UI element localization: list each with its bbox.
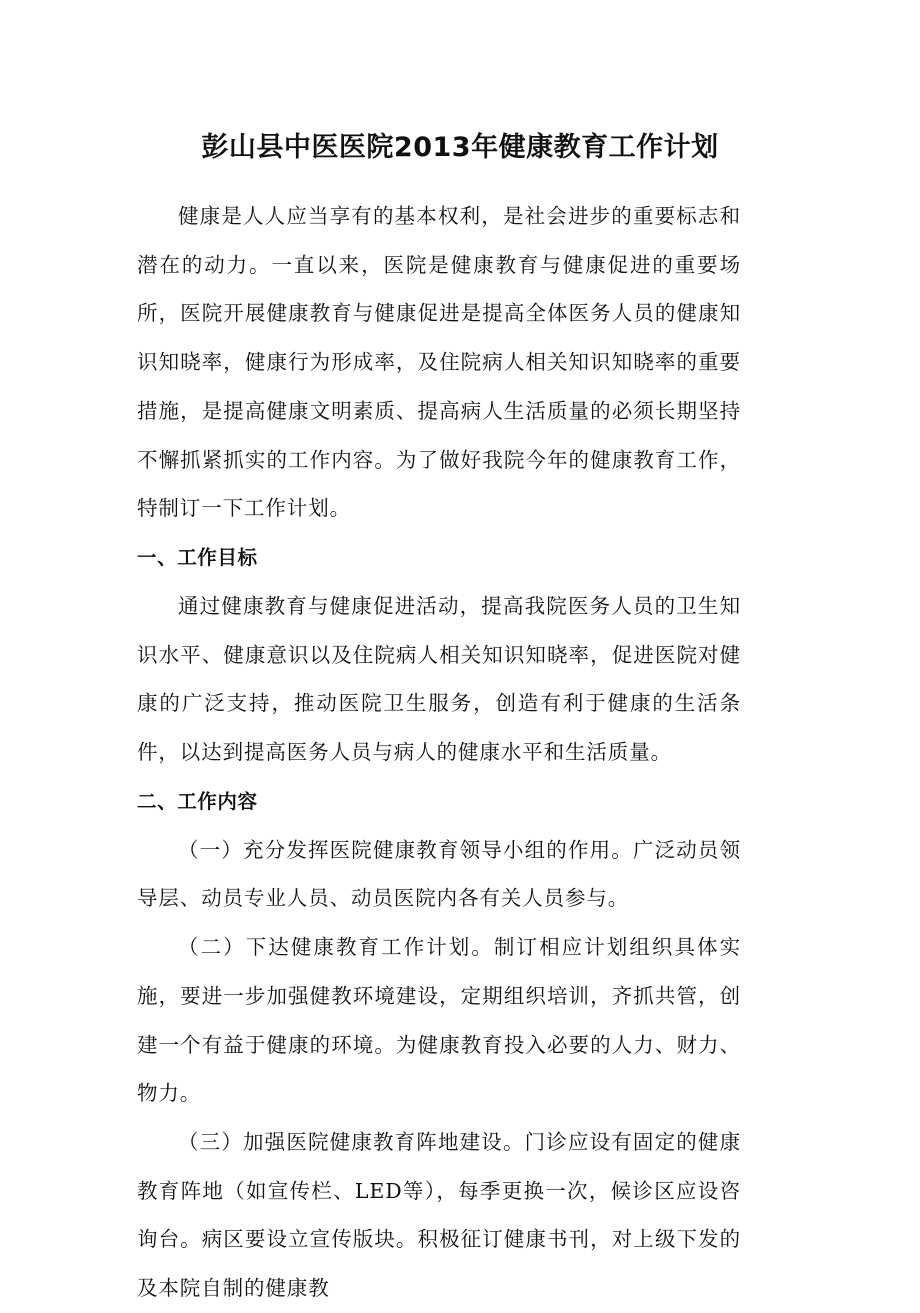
goals-paragraph: 通过健康教育与健康促进活动，提高我院医务人员的卫生知识水平、健康意识以及住院病人相关知识知晓率，促进医院对健康的广泛支持，推动医院卫生服务，创造有利于健康的生活条件，以达到提高医务人员与病人的健康水平和生活质量。 — [137, 593, 741, 765]
document-title: 彭山县中医医院2013年健康教育工作计划 — [201, 132, 719, 163]
section-heading-goals: 一、工作目标 — [137, 545, 258, 569]
content-item-3: （三）加强医院健康教育阵地建设。门诊应设有固定的健康教育阵地（如宣传栏、LED等），每季更换一次，候诊区应设咨询台。病区要设立宣传版块。积极征订健康书刊，对上级下发的及本院自制的健康教 — [137, 1129, 741, 1301]
content-item-2: （二）下达健康教育工作计划。制订相应计划组织具体实施，要进一步加强健教环境建设，定期组织培训，齐抓共管，创建一个有益于健康的环境。为健康教育投入必要的人力、财力、物力。 — [137, 935, 741, 1106]
section-heading-content: 二、工作内容 — [137, 789, 258, 813]
document-body — [137, 192, 741, 1313]
content-item-1: （一）充分发挥医院健康教育领导小组的作用。广泛动员领导层、动员专业人员、动员医院内各有关人员参与。 — [137, 837, 741, 911]
intro-paragraph: 健康是人人应当享有的基本权利，是社会进步的重要标志和潜在的动力。一直以来，医院是健康教育与健康促进的重要场所，医院开展健康教育与健康促进是提高全体医务人员的健康知识知晓率，健康行为形成率，及住院病人相关知识知晓率的重要措施，是提高健康文明素质、提高病人生活质量的必须长期坚持不懈抓紧抓实的工作内容。为了做好我院今年的健康教育工作，特制订一下工作计划。 — [137, 204, 741, 521]
